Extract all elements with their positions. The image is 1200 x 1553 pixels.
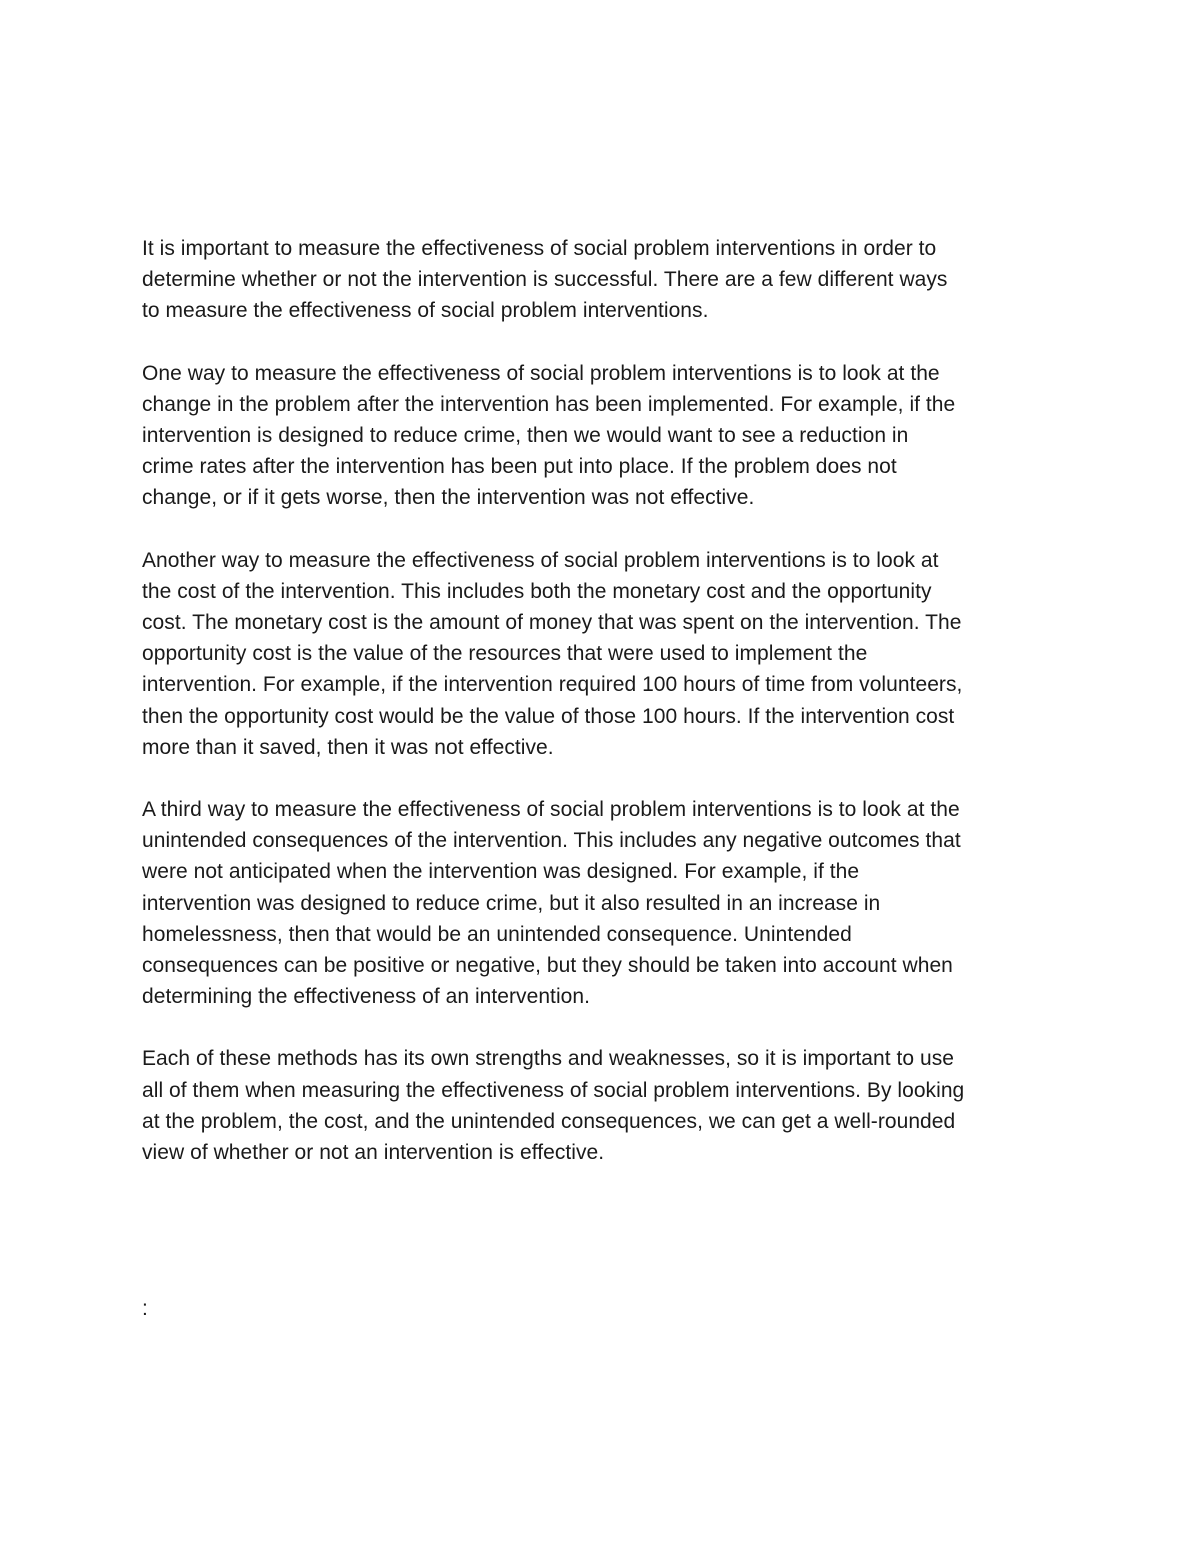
text-line: determining the effectiveness of an intervention. (142, 985, 591, 1009)
text-line: cost. The monetary cost is the amount of money that was spent on the intervention. The (142, 611, 962, 635)
text-line: Another way to measure the effectiveness of social problem interventions is to look at (142, 548, 939, 572)
paragraph-5 (142, 1043, 1062, 1168)
text-line: at the problem, the cost, and the unintended consequences, we can get a well-rounded (142, 1109, 956, 1133)
text-line: One way to measure the effectiveness of social problem interventions is to look at the (142, 361, 940, 385)
text-line: A third way to measure the effectiveness of social problem interventions is to look at the (142, 798, 960, 822)
text-line: It is important to measure the effectiveness of social problem interventions in order to (142, 237, 937, 260)
text-line: view of whether or not an intervention is effective. (142, 1141, 605, 1165)
paragraph-1 (142, 233, 1062, 327)
text-line: change, or if it gets worse, then the intervention was not effective. (142, 486, 755, 510)
text-line: then the opportunity cost would be the value of those 100 hours. If the intervention cost (142, 704, 955, 728)
text-line: crime rates after the intervention has been put into place. If the problem does not (142, 455, 897, 479)
paragraph-3 (142, 545, 1062, 763)
paragraph-2 (142, 358, 1062, 514)
text-line: more than it saved, then it was not effective. (142, 735, 554, 759)
document-body (142, 233, 1062, 1199)
text-line: were not anticipated when the intervention was designed. For example, if the (142, 860, 860, 884)
text-line: determine whether or not the intervention is successful. There are a few different ways (142, 268, 948, 292)
text-line: unintended consequences of the intervention. This includes any negative outcomes that (142, 829, 961, 853)
text-line: opportunity cost is the value of the resources that were used to implement the (142, 642, 868, 666)
text-line: intervention. For example, if the intervention required 100 hours of time from volunteers, (142, 673, 963, 697)
text-line: homelessness, then that would be an unintended consequence. Unintended (142, 922, 852, 946)
text-line: all of them when measuring the effectiveness of social problem interventions. By looking (142, 1078, 965, 1102)
text-line: intervention is designed to reduce crime, then we would want to see a reduction in (142, 424, 909, 448)
text-line: the cost of the intervention. This includes both the monetary cost and the opportunity (142, 579, 932, 603)
text-line: Each of these methods has its own strengths and weaknesses, so it is important to use (142, 1047, 955, 1071)
text-line: change in the problem after the intervention has been implemented. For example, if the (142, 392, 956, 416)
paragraph-4 (142, 794, 1062, 1012)
text-line: consequences can be positive or negative, but they should be taken into account when (142, 954, 953, 978)
text-line: to measure the effectiveness of social problem interventions. (142, 299, 709, 323)
trailing-colon-mark: : (142, 1297, 148, 1320)
text-line: intervention was designed to reduce crime, but it also resulted in an increase in (142, 891, 881, 915)
